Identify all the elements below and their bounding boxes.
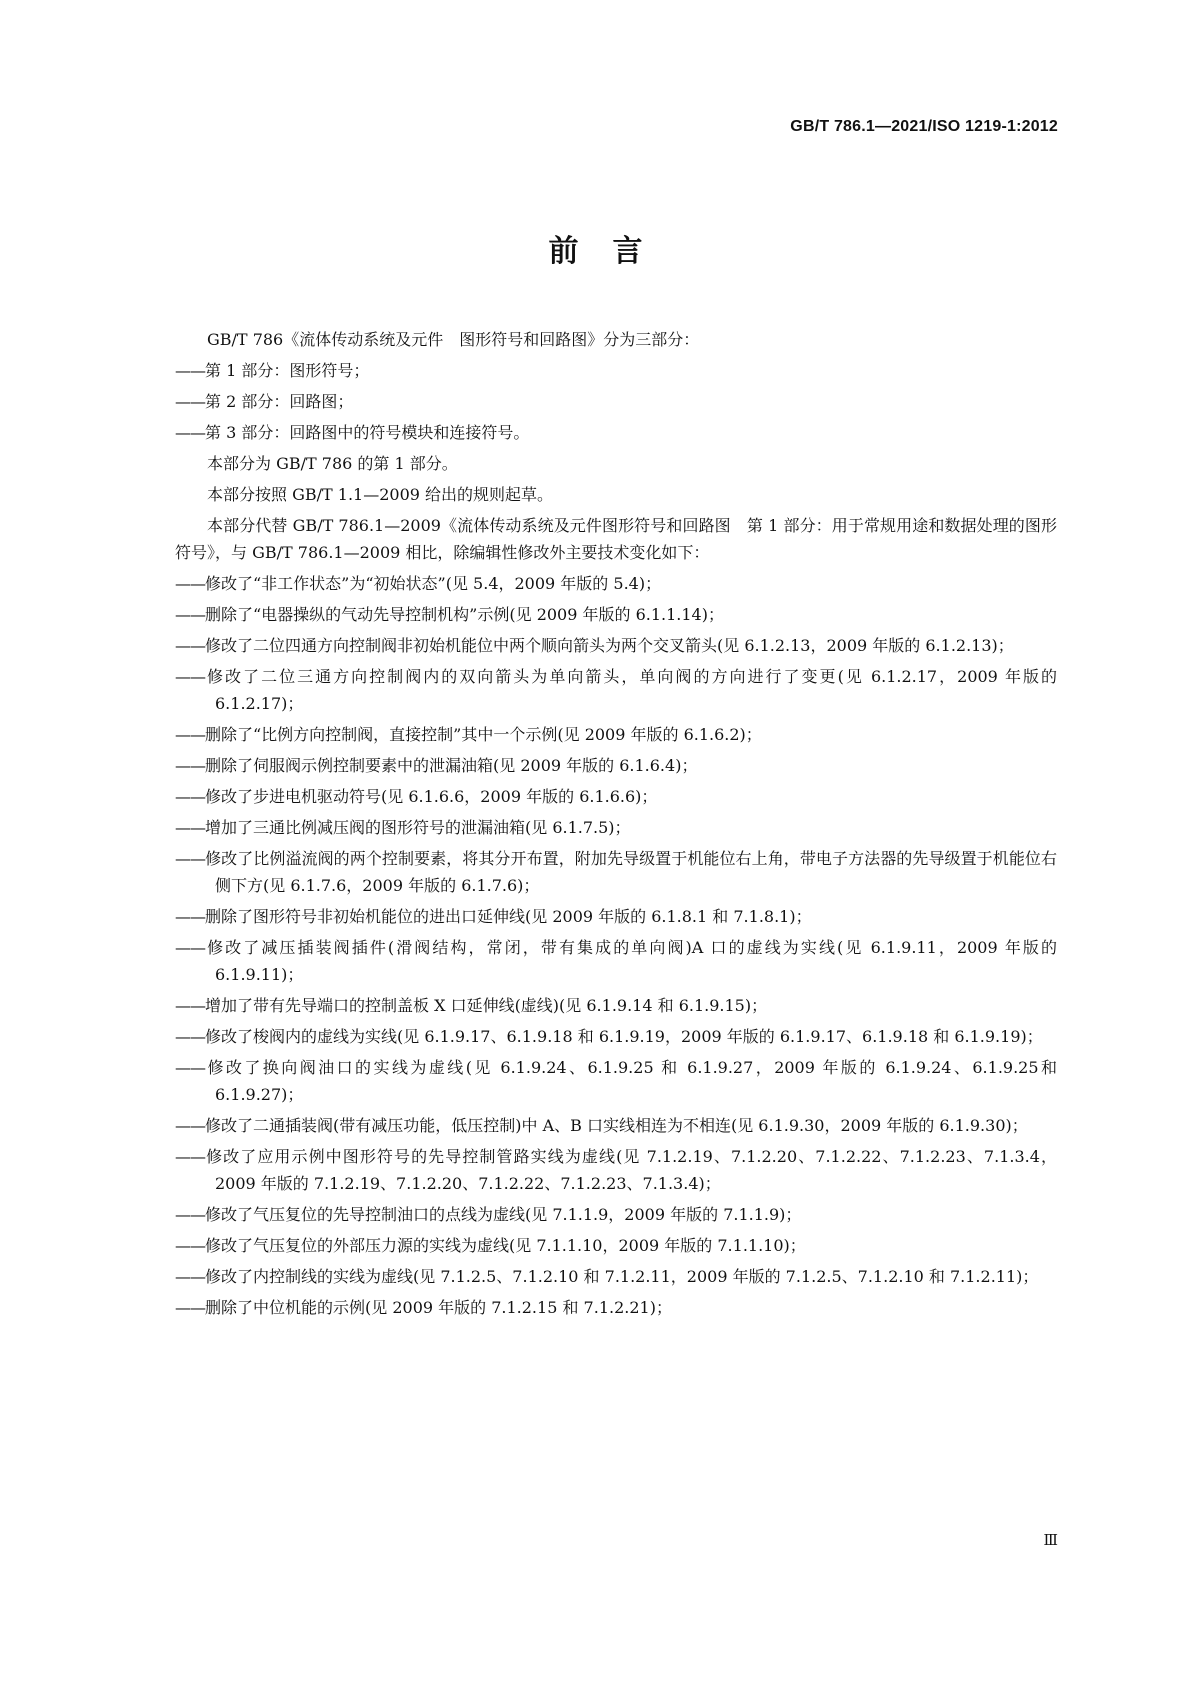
foreword-body xyxy=(175,326,1057,1325)
list-item: ——第 2 部分：回路图； xyxy=(175,392,354,411)
list-item: ——删除了图形符号非初始机能位的进出口延伸线(见 2009 年版的 6.1.8.1 和 7.1.8.1)； xyxy=(175,907,812,926)
list-item: ——修改了步进电机驱动符号(见 6.1.6.6，2009 年版的 6.1.6.6)； xyxy=(175,787,658,806)
list-item: ——修改了二位三通方向控制阀内的双向箭头为单向箭头，单向阀的方向进行了变更(见 6.1.2.17，2009 年版的 6.1.2.17)； xyxy=(175,667,1057,713)
page-number: Ⅲ xyxy=(1043,1531,1058,1549)
body-paragraph: 本部分按照 GB/T 1.1—2009 给出的规则起草。 xyxy=(207,485,554,504)
list-item: ——增加了三通比例减压阀的图形符号的泄漏油箱(见 6.1.7.5)； xyxy=(175,818,631,837)
list-item: ——修改了换向阀油口的实线为虚线(见 6.1.9.24、6.1.9.25 和 6.1.9.27，2009 年版的 6.1.9.24、6.1.9.25和 6.1.9.27)； xyxy=(175,1058,1057,1104)
list-item: ——第 1 部分：图形符号； xyxy=(175,361,370,380)
changes-list xyxy=(175,570,1057,1321)
list-item: ——修改了应用示例中图形符号的先导控制管路实线为虚线(见 7.1.2.19、7.1.2.20、7.1.2.22、7.1.2.23、7.1.3.4，2009 年版的 7.1.2.19、7.1.2.20、7.1.2.22、7.1.2.23、7.1.3.4)； xyxy=(175,1147,1057,1193)
list-item: ——增加了带有先导端口的控制盖板 X 口延伸线(虚线)(见 6.1.9.14 和 6.1.9.15)； xyxy=(175,996,768,1015)
list-item: ——删除了中位机能的示例(见 2009 年版的 7.1.2.15 和 7.1.2.21)； xyxy=(175,1298,672,1317)
list-item: ——删除了“电器操纵的气动先导控制机构”示例(见 2009 年版的 6.1.1.14)； xyxy=(175,605,724,624)
list-item: ——修改了气压复位的先导控制油口的点线为虚线(见 7.1.1.9，2009 年版的 7.1.1.9)； xyxy=(175,1205,802,1224)
list-item: ——第 3 部分：回路图中的符号模块和连接符号。 xyxy=(175,423,530,442)
body-paragraph: 本部分代替 GB/T 786.1—2009《流体传动系统及元件图形符号和回路图 第 1 部分：用于常规用途和数据处理的图形符号》，与 GB/T 786.1—2009 相比，除编辑性修改外主要技术变化如下： xyxy=(175,516,1057,562)
list-item: ——修改了梭阀内的虚线为实线(见 6.1.9.17、6.1.9.18 和 6.1.9.19，2009 年版的 6.1.9.17、6.1.9.18 和 6.1.9.19)； xyxy=(175,1027,1043,1046)
list-item: ——修改了比例溢流阀的两个控制要素，将其分开布置，附加先导级置于机能位右上角，带电子方法器的先导级置于机能位右侧下方(见 6.1.7.6，2009 年版的 6.1.7.6)； xyxy=(175,849,1057,895)
list-item: ——修改了二通插装阀(带有减压功能，低压控制)中 A、B 口实线相连为不相连(见 6.1.9.30，2009 年版的 6.1.9.30)； xyxy=(175,1116,1028,1135)
page-title: 前言 xyxy=(548,234,677,269)
list-item: ——修改了内控制线的实线为虚线(见 7.1.2.5、7.1.2.10 和 7.1.2.11，2009 年版的 7.1.2.5、7.1.2.10 和 7.1.2.11)； xyxy=(175,1267,1039,1286)
list-item: ——修改了减压插装阀插件(滑阀结构，常闭，带有集成的单向阀)A 口的虚线为实线(见 6.1.9.11，2009 年版的 6.1.9.11)； xyxy=(175,938,1057,984)
list-item: ——删除了“比例方向控制阀，直接控制”其中一个示例(见 2009 年版的 6.1.6.2)； xyxy=(175,725,762,744)
intro-paragraph: GB/T 786《流体传动系统及元件 图形符号和回路图》分为三部分： xyxy=(207,330,700,349)
parts-list xyxy=(175,357,1057,446)
list-item: ——删除了伺服阀示例控制要素中的泄漏油箱(见 2009 年版的 6.1.6.4)； xyxy=(175,756,698,775)
list-item: ——修改了二位四通方向控制阀非初始机能位中两个顺向箭头为两个交叉箭头(见 6.1.2.13，2009 年版的 6.1.2.13)； xyxy=(175,636,1014,655)
list-item: ——修改了“非工作状态”为“初始状态”(见 5.4，2009 年版的 5.4)； xyxy=(175,574,662,593)
document-header: GB/T 786.1—2021/ISO 1219-1:2012 xyxy=(790,118,1058,135)
body-paragraph: 本部分为 GB/T 786 的第 1 部分。 xyxy=(207,454,458,473)
list-item: ——修改了气压复位的外部压力源的实线为虚线(见 7.1.1.10，2009 年版的 7.1.1.10)； xyxy=(175,1236,806,1255)
